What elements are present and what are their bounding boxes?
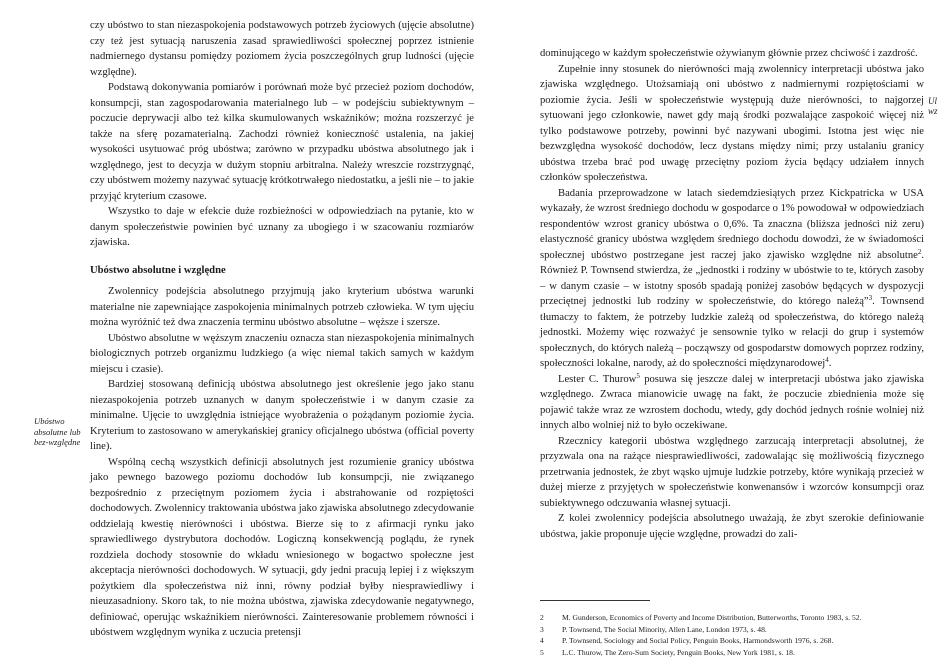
- footnote: [540, 635, 930, 647]
- footnote-ref: 4: [825, 356, 829, 364]
- left-page-column: [90, 18, 474, 641]
- paragraph: [540, 372, 924, 434]
- footnote-number: 5: [540, 647, 544, 657]
- paragraph: Rzecznicy kategorii ubóstwa względnego zarzucają interpretacji absolutnej, że przyzwala ona na rażące niesprawiedliwości, zadowalając się możliwością fizycznego przetrwania jednostek, że zbyt wąsko ujmuje ludzkie potrzeby, które wynikają przecież w dużej mierze z przyjętych w społeczeństwie konwenansów i wzorców konsumpcji oraz subiektywnego odczuwania własnej sytuacji.: [540, 435, 924, 509]
- paragraph: czy ubóstwo to stan niezaspokojenia podstawowych potrzeb życiowych (ujęcie absolutne) czy też jest sytuacją naruszenia zasad sprawiedliwości społecznej poprzez istnienie nadmiernego dystansu pomiędzy poziomem życia poszczególnych grup ludności (ujęcie względne).: [90, 20, 474, 78]
- text-run: Lester C. Thurow: [558, 373, 637, 385]
- paragraph: [540, 186, 924, 372]
- margin-note: Ubóstwo absolutne lub bez-względne: [34, 416, 81, 447]
- footnote-ref: 5: [636, 371, 640, 380]
- text-run: posuwa się jeszcze dalej w interpretacji ubóstwa jako zjawiska względnego. Zwraca mianowicie uwagę na fakt, że poczucie zbiednienia może się pojawić także wraz ze wzrostem dochodu, wtedy, gdy dochód jednych rośnie wolniej niż innych albo wolniej niż to było oczekiwane.: [540, 373, 924, 431]
- paragraph: Podstawą dokonywania pomiarów i porównań może być przecież poziom dochodów, konsumpcji, stan zagospodarowania materialnego lub – w podejściu subiektywnym – poczucie deprywacji albo też kilka skumulowanych wskaźników; można rozszerzyć je także na sferę pozamaterialną. Zachodzi również konieczność ustalenia, na jakiej wysokości usytuować próg ubóstwa; zarówno w przypadku ubóstwa absolutnego jak i względnego, jest to decyzja w dużym stopniu arbitralna. Należy wreszcie rozstrzygnąć, czy ubóstwem możemy nazywać sytuację krótkotrwałego niedostatku, a jeśli nie – to jakie przyjąć kryterium czasowe.: [90, 82, 474, 202]
- right-page-column: [540, 46, 924, 542]
- footnote: [540, 612, 930, 624]
- footnote-ref: 3: [868, 294, 873, 302]
- paragraph: Wszystko to daje w efekcie duże rozbieżności w odpowiedziach na pytanie, kto w danym społeczeństwie powinien być uznany za ubogiego i w szacowaniu rozmiarów zjawiska.: [90, 206, 474, 248]
- paragraph: Zwolennicy podejścia absolutnego przyjmują jako kryterium ubóstwa warunki materialne nie zapewniające zaspokojenia minimalnych potrzeb człowieka. W tym ujęciu można wyróżnić też dwa znaczenia terminu ubóstwo absolutne – węższe i szersze.: [90, 286, 474, 328]
- text-run: . Również P. Townsend stwierdza, że „jednostki i rodziny w ubóstwie to te, których zasoby – w danym czasie – w istotny sposób spadają poniżej zasobów będących w dyspozycji przeciętnej jednostki lub rodziny w społeczeństwie, do którego należą”: [540, 249, 924, 307]
- footnote-text: P. Townsend, Sociology and Social Policy, Penguin Books, Harmondsworth 1976, s. 268.: [562, 636, 834, 645]
- paragraph: Z kolei zwolennicy podejścia absolutnego uważają, że zbyt szerokie definiowanie ubóstwa, jakie proponuje ujęcie względne, prowadzi do zali-: [540, 513, 924, 540]
- footnote-text: L.C. Thurow, The Zero-Sum Society, Penguin Books, New York 1981, s. 18.: [562, 647, 795, 657]
- footnote: [540, 647, 930, 659]
- cut-off-margin-note: Ul wz: [928, 96, 938, 116]
- paragraph: Zupełnie inny stosunek do nierówności mają zwolennicy interpretacji ubóstwa jako zjawiska względnego. Utożsamiają oni ubóstwo z nadmiernymi rozpiętościami w poziomie życia. Jeśli w społeczeństwie występują duże nierówności, to najgorzej sytuowani jego członkowie, nawet gdy mają środki pozwalające zaspokoić więcej niż tylko podstawowe potrzeby, powinni być nazywani ubogimi. Istotna jest więc nie bezwzględna wysokość dochodów, lecz dystans między nimi; przy ustalaniu granicy ubóstwa trzeba brać pod uwagę przeciętny poziom życia będący udziałem innych członków społeczeństwa.: [540, 63, 924, 183]
- paragraph: dominującego w każdym społeczeństwie ożywianym głównie przez chciwość i zazdrość.: [540, 48, 918, 59]
- footnote-text: P. Townsend, The Social Minority, Allen Lane, London 1973, s. 48.: [562, 624, 767, 634]
- footnote-rule: [540, 600, 650, 601]
- text-run: Badania przeprowadzone w latach siedemdziesiątych przez Kickpatricka w USA wykazały, że wzrost średniego dochodu w gospodarce o 1% powodował w odpowiedziach respondentów wzrost granicy ubóstwa o 0,6%. Ta znaczna (bliższa jedności niż zeru) elastyczność granicy ubóstwa względem średniego dochodu dowodzi, że w świadomości społecznej ubóstwo postrzegane jest raczej jako zjawisko względne niż absolutne: [540, 187, 924, 261]
- footnotes: [540, 612, 930, 658]
- paragraph: Bardziej stosowaną definicją ubóstwa absolutnego jest określenie jego jako stanu niezaspokojenia potrzeb uznanych w danym społeczeństwie i w danym czasie za minimalne. Ujęcie to uwzględnia istniejące wyobrażenia o pożądanym poziomie życia. Kryterium to zastosowano w amerykańskiej granicy oficjalnego ubóstwa (official poverty line).: [90, 379, 474, 452]
- paragraph: Ubóstwo absolutne w węższym znaczeniu oznacza stan niezaspokojenia minimalnych biologicznych potrzeb organizmu ludzkiego (a więc niemal takich samych w każdym miejscu i czasie).: [90, 332, 474, 375]
- footnote-number: 2: [540, 613, 544, 622]
- footnote-ref: 2: [917, 247, 922, 256]
- footnote-text: M. Gunderson, Economics of Poverty and Income Distribution, Butterworths, Toronto 1983, s. 52.: [562, 613, 862, 622]
- section-heading: Ubóstwo absolutne i względne: [90, 264, 226, 276]
- text-run: . Townsend tłumaczy to faktem, że potrzeby ludzkie zależą od społeczeństwa, do którego należą jednostki. Możemy więc rozważyć je sensownie tylko w relacji do grup i systemów społecznych, do których należą – począwszy od gospodarstw domowych poprzez rodziny, społeczności lokalne, narody, aż do społeczności międzynarodowej: [540, 296, 924, 369]
- footnote-number: 3: [540, 624, 544, 634]
- paragraph: Wspólną cechą wszystkich definicji absolutnych jest rozumienie granicy ubóstwa jako pewnego bazowego poziomu dochodów lub konsumpcji, nie związanego bezpośrednio z przeciętnym poziomem życia i abstrahowanie od rozpiętości dochodowych. Zwolennicy traktowania ubóstwa jako zjawiska absolutnego zdecydowanie oddzielają kwestię nierówności i ubóstwa. Bierze się to z afirmacji rynku jako sprawiedliwego dystrybutora dochodów. Logiczną konsekwencją poglądu, że rynek rozdziela dochody stosownie do wkładu wniesionego w bogactwo społeczne jest akceptacja nierówności dochodowych. W sytuacji, gdy jedni pracują lepiej i z większym pożytkiem dla społeczeństwa niż inni, równy podział byłby niesprawiedliwy i nieuzasadniony. Skoro tak, to nie można ubóstwa, zjawiska zdecydowanie negatywnego, definiować, operując wskaźnikiem nierówności. Zainteresowanie problemem równości i ubóstwem względnym wynika z uczucia pretensji: [90, 456, 474, 638]
- footnote: [540, 624, 930, 636]
- text-run: .: [828, 358, 832, 369]
- footnote-number: 4: [540, 636, 544, 645]
